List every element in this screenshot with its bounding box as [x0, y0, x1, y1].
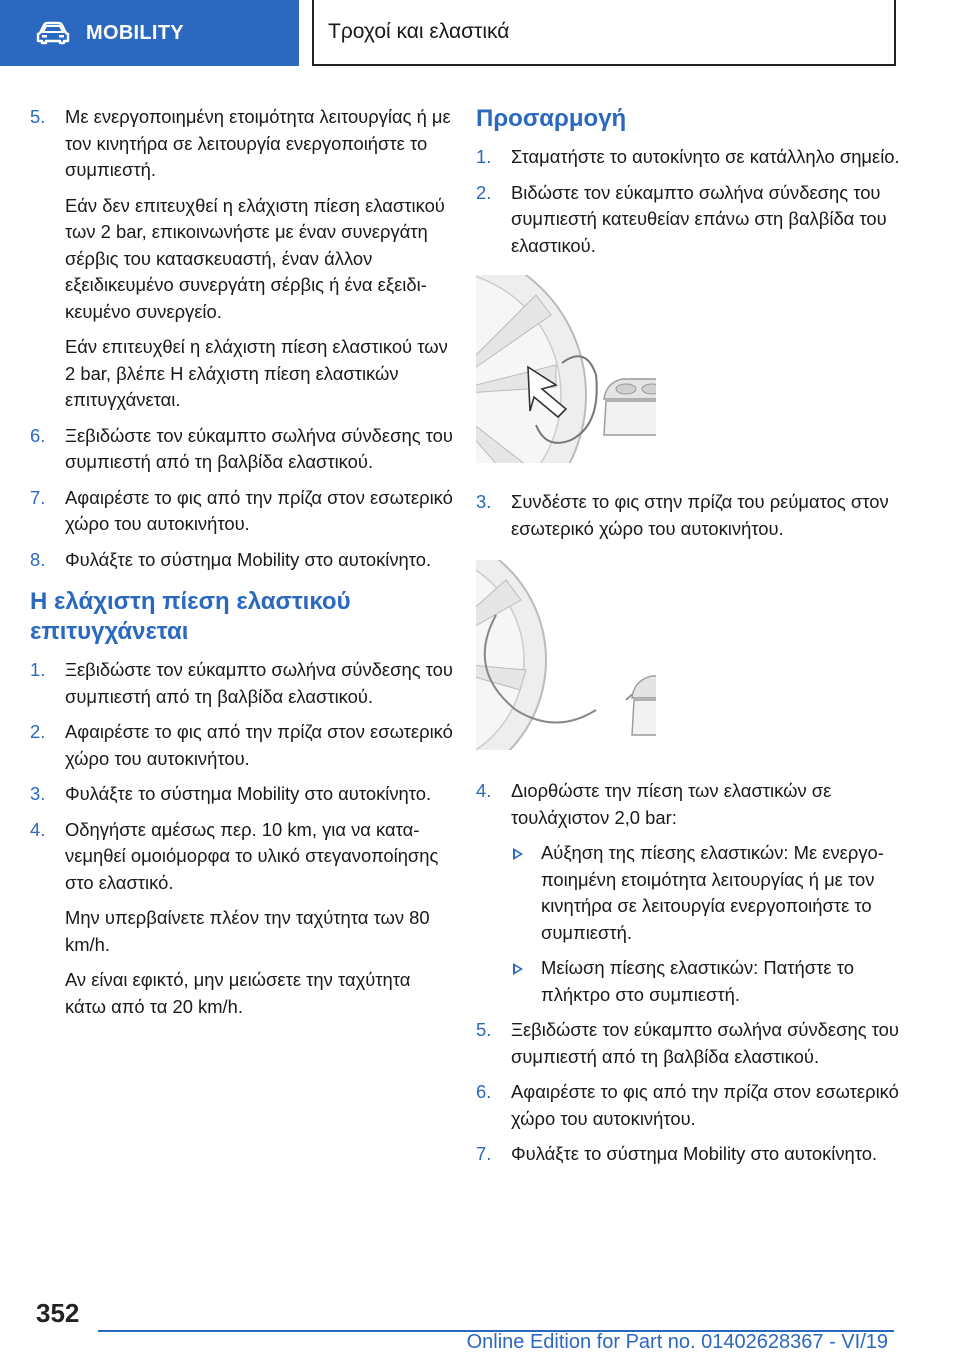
section-label: MOBILITY [86, 21, 184, 44]
step-text: Αφαιρέστε το φις από την πρίζα στον εσωτερικό χώρο του αυτοκινήτου. [65, 721, 453, 769]
step-number: 2. [30, 721, 46, 742]
step-number: 8. [30, 548, 46, 570]
step-number: 2. [476, 181, 492, 203]
triangle-bullet-icon [513, 848, 523, 860]
step-text: Διορθώστε την πίεση των ελαστικών σε τουλάχιστον 2,0 bar: [511, 780, 832, 828]
step-text: Ξεβιδώστε τον εύκαμπτο σωλήνα σύνδεσης του συμπιεστή από τη βαλβίδα ελαστικού. [65, 659, 453, 707]
list-item [476, 778, 900, 831]
step-text: Εάν επιτευχθεί η ελάχιστη πίεση ελαστικού των 2 bar, βλέπε Η ελάχιστη πίεση ελαστικών επιτυγχάνεται. [65, 336, 448, 410]
list-item [30, 781, 455, 808]
section-tab [0, 0, 299, 66]
step-text: Ξεβιδώστε τον εύκαμπτο σωλήνα σύνδεσης του συμπιεστή από τη βαλβίδα ελαστικού. [65, 424, 453, 472]
bullet-item [476, 955, 900, 1008]
step-number: 3. [30, 783, 46, 804]
illustration-hose-on-valve [476, 275, 656, 463]
step-text: Βιδώστε τον εύκαμπτο σωλήνα σύνδεσης του συμπιεστή κατευθείαν επάνω στη βαλβίδα του ελαστικού. [511, 181, 887, 256]
bullet-item [476, 840, 900, 946]
bullet-text: Αύξηση της πίεσης ελαστικών: Με ενεργοποιημένη ετοιμότητα λειτουργίας ή με τον κινητήρα σε λειτουργία ενεργοποιήστε το συμπιεστή. [541, 842, 884, 943]
step-number: 7. [30, 486, 46, 508]
step-text: Συνδέστε το φις στην πρίζα του ρεύματος στον εσωτερικό χώρο του αυτοκινήτου. [511, 491, 889, 539]
list-item [476, 1141, 900, 1168]
bullet-text: Μείωση πίεσης ελαστικών: Πατήστε το πλήκτρο στο συμπιεστή. [541, 957, 854, 1005]
page-header-title [312, 0, 896, 66]
step-number: 6. [30, 424, 46, 446]
step-number: 5. [476, 1019, 492, 1040]
triangle-bullet-icon [513, 963, 523, 975]
chapter-title: Τροχοί και ελαστικά [328, 20, 510, 43]
list-item [476, 144, 900, 171]
section-heading-minimum-pressure: Η ελάχιστη πίεση ελαστικού επιτυγχάνεται [30, 588, 351, 645]
step-number: 1. [476, 146, 492, 167]
step-text: Αφαιρέστε το φις από την πρίζα στον εσωτερικό χώρο του αυτοκινήτου. [511, 1081, 899, 1129]
step-text: Με ενεργοποιημένη ετοιμότητα λειτουργίας ή με τον κινητήρα σε λειτουργία ενεργοποιήστε το συμπιεστή. [65, 106, 451, 180]
step-text: Σταματήστε το αυτοκίνητο σε κατάλληλο σημείο. [511, 146, 900, 167]
step-text: Φυλάξτε το σύστημα Mobility στο αυτοκίνητο. [511, 1143, 878, 1164]
list-item [476, 1079, 900, 1132]
list-item [30, 657, 455, 710]
list-item [30, 104, 455, 414]
left-column [30, 104, 455, 1029]
step-number: 5. [30, 106, 46, 127]
list-item [476, 489, 900, 542]
list-item [476, 180, 900, 260]
step-text: Φυλάξτε το σύστημα Mobility στο αυτοκίνητο. [65, 548, 432, 570]
list-item [30, 817, 455, 1021]
list-item [30, 485, 455, 538]
list-item [30, 547, 455, 574]
car-icon [36, 21, 70, 45]
step-text: Οδηγήστε αμέσως περ. 10 km, για να κατανεμηθεί ομοιόμορφα το υλικό στεγανοποίησης στο ελαστικό. [65, 818, 439, 893]
page-number: 352 [36, 1298, 80, 1328]
step-number: 4. [476, 780, 492, 801]
step-text: Φυλάξτε το σύστημα Mobility στο αυτοκίνητο. [65, 783, 432, 804]
list-item [476, 1017, 900, 1070]
step-number: 6. [476, 1081, 492, 1102]
step-number: 7. [476, 1143, 492, 1164]
list-item [30, 423, 455, 476]
step-text: Αν είναι εφικτό, μην μειώσετε την ταχύτητα κάτω από τα 20 km/h. [65, 969, 411, 1017]
step-text: Αφαιρέστε το φις από την πρίζα στον εσωτερικό χώρο του αυτοκινήτου. [65, 486, 453, 534]
step-text: Μην υπερβαίνετε πλέον την ταχύτητα των 80 km/h. [65, 907, 430, 955]
step-text: Ξεβιδώστε τον εύκαμπτο σωλήνα σύνδεσης του συμπιεστή από τη βαλβίδα ελαστικού. [511, 1019, 899, 1067]
list-item [30, 719, 455, 772]
step-number: 3. [476, 491, 492, 512]
illustration-plug-in-socket [476, 560, 656, 750]
right-column [476, 104, 900, 1177]
section-heading-adjustment: Προσαρμογή [476, 105, 627, 132]
step-number: 1. [30, 659, 46, 680]
step-number: 4. [30, 818, 46, 840]
footer-edition: Online Edition for Part no. 01402628367 - VI/19 [466, 1331, 888, 1353]
step-text: Εάν δεν επιτευχθεί η ελάχιστη πίεση ελαστικού των 2 bar, επικοινωνήστε με έναν συνεργάτη σέρβις του κατασκευαστή, έναν άλλον εξειδικευμένο συνεργάτη σέρβις ή ένα εξειδικευμένο συνεργείο. [65, 194, 445, 322]
